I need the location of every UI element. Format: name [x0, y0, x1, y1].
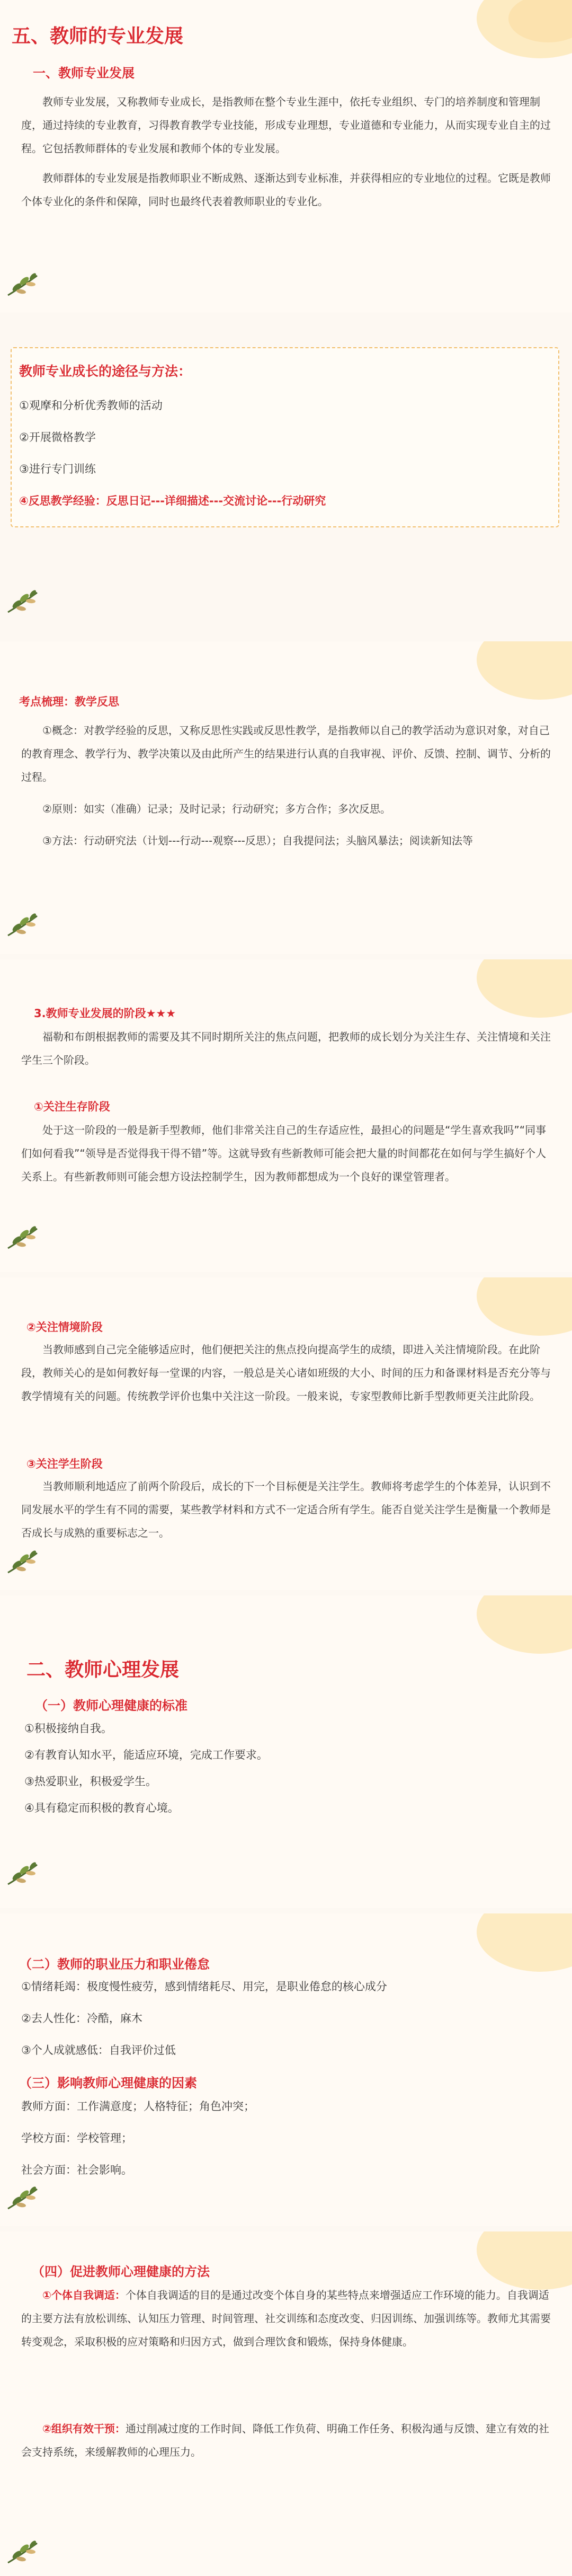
stages-intro: [21, 1025, 556, 1072]
health-standards-list: [24, 1715, 268, 1821]
leaf-icon: [5, 1224, 42, 1251]
methods-title: 教师专业成长的途径与方法：: [19, 364, 192, 379]
list-item: 教师方面：工作满意度；人格特征；角色冲突；: [21, 2100, 255, 2113]
subsection-title: （二）教师的职业压力和职业倦怠: [19, 1957, 210, 1972]
section-title: 二、教师心理发展: [26, 1659, 180, 1681]
decorative-blob: [477, 1595, 572, 1654]
panel-stages-continued: [0, 1277, 572, 1590]
list-item: ①积极接纳自我。: [24, 1722, 112, 1735]
paragraph: 教师群体的专业发展是指教师职业不断成熟、逐渐达到专业标准，并获得相应的专业地位的过程。它既是教师个体专业化的条件和保障，同时也最终代表着教师职业的专业化。: [21, 172, 551, 208]
list-item: ②去人性化：冷酷，麻木: [21, 2012, 142, 2025]
paragraph: 当教师顺利地适应了前两个阶段后，成长的下一个目标便是关注学生。教师将考虑学生的个体差异，认识到不同发展水平的学生有不同的需要，某些教学材料和方式不一定适合所有学生。能否自觉关注学生是衡量一个教师是否成长与成熟的重要标志之一。: [21, 1480, 551, 1539]
decorative-blob: [477, 1277, 572, 1336]
stages-title: 3.教师专业发展的阶段★★★: [34, 1007, 176, 1020]
paragraph: 福勒和布朗根据教师的需要及其不同时期所关注的焦点问题，把教师的成长划分为关注生存、关注情境和关注学生三个阶段。: [21, 1030, 551, 1066]
subsection-title: （四）促进教师心理健康的方法: [32, 2264, 210, 2279]
panel-stages: [0, 959, 572, 1272]
leaf-icon: [5, 588, 42, 615]
method2-block: [21, 2417, 556, 2464]
paragraph: ①概念：对教学经验的反思，又称反思性实践或反思性教学，是指教师以自己的教学活动为意识对象，对自己的教育理念、教学行为、教学决策以及由此所产生的结果进行认真的自我审视、评价、反馈、控制、调节、分析的过程。: [21, 724, 551, 783]
stage2-title: ②关注情境阶段: [26, 1321, 103, 1334]
decorative-blob: [477, 959, 572, 1018]
list-item: ③热爱职业，积极爱学生。: [24, 1775, 157, 1788]
paragraph: ③方法：行动研究法（计划---行动---观察---反思）；自我提问法；头脑风暴法；阅读新知法等: [42, 834, 473, 847]
methods-box: [11, 347, 559, 527]
leaf-icon: [5, 271, 42, 298]
leaf-icon: [5, 912, 42, 938]
list-item: ③进行专门训练: [19, 463, 96, 475]
panel-health-methods: [0, 2231, 572, 2576]
paragraph-block: [21, 90, 551, 213]
method1-title: ①个体自我调适：: [42, 2289, 126, 2301]
panel-reflection: [0, 641, 572, 954]
paragraph: 教师专业发展，又称教师专业成长，是指教师在整个专业生涯中，依托专业组织、专门的培养制度和管理制度，通过持续的专业教育，习得教育教学专业技能，形成专业理想，专业道德和专业能力，从而实现专业自主的过程。它包括教师群体的专业发展和教师个体的专业发展。: [21, 95, 551, 155]
leaf-icon: [5, 2539, 42, 2565]
factors-list: [21, 2090, 255, 2186]
section-title: 五、教师的专业发展: [12, 25, 184, 47]
list-item: ③个人成就感低：自我评价过低: [21, 2044, 176, 2057]
subsection-title: （一）教师心理健康的标准: [35, 1698, 187, 1713]
leaf-icon: [5, 1549, 42, 1575]
subsection-title: 一、教师专业发展: [33, 66, 135, 81]
stage3-block: [21, 1475, 556, 1545]
methods-list: [19, 390, 326, 517]
stage1-block: [21, 1118, 556, 1188]
list-item: ②有教育认知水平，能适应环境，完成工作要求。: [24, 1749, 268, 1761]
list-item: 社会方面：社会影响。: [21, 2164, 132, 2176]
decorative-blob: [477, 641, 572, 700]
list-item: ①情绪耗竭：极度慢性疲劳，感到情绪耗尽、用完，是职业倦怠的核心成分: [21, 1980, 387, 1993]
method1-block: [21, 2283, 556, 2353]
panel-stress-factors: [0, 1913, 572, 2226]
panel-psych-health: [0, 1595, 572, 1908]
list-item: ①观摩和分析优秀教师的活动: [19, 399, 163, 412]
panel-professional-development: [0, 0, 572, 313]
subsection-title: （三）影响教师心理健康的因素: [19, 2076, 197, 2090]
list-item: ④反思教学经验：反思日记---详细描述---交流讨论---行动研究: [19, 495, 326, 507]
paragraph: 当教师感到自己完全能够适应时，他们便把关注的焦点投向提高学生的成绩，即进入关注情境阶段。在此阶段，教师关心的是如何教好每一堂课的内容，一般总是关心诸如班级的大小、时间的压力和备课材料是否充分等与教学情境有关的问题。传统教学评价也集中关注这一阶段。一般来说，专家型教师比新手型教师更关注此阶段。: [21, 1343, 551, 1402]
stage3-title: ③关注学生阶段: [26, 1458, 103, 1470]
paragraph: ②原则：如实（准确）记录；及时记录；行动研究；多方合作；多次反思。: [42, 802, 391, 815]
decorative-blob: [477, 2231, 572, 2290]
stress-list: [21, 1971, 387, 2066]
leaf-icon: [5, 2185, 42, 2211]
list-item: 学校方面：学校管理；: [21, 2132, 132, 2145]
leaf-icon: [5, 1860, 42, 1887]
stage1-title: ①关注生存阶段: [34, 1100, 110, 1113]
method2-text: 通过削减过度的工作时间、降低工作负荷、明确工作任务、积极沟通与反馈、建立有效的社会支持系统，来缓解教师的心理压力。: [21, 2422, 549, 2458]
method1-text: 个体自我调适的目的是通过改变个体自身的某些特点来增强适应工作环境的能力。自我调适的主要方法有放松训练、认知压力管理、时间管理、社交训练和态度改变、归因训练、加强训练等。教师尤其需要转变观念，采取积极的应对策略和归因方式，做到合理饮食和锻炼，保持身体健康。: [21, 2289, 551, 2348]
list-item: ④具有稳定而积极的教育心境。: [24, 1802, 179, 1814]
paragraph: 处于这一阶段的一般是新手型教师，他们非常关注自己的生存适应性，最担心的问题是“学生喜欢我吗”“同事们如何看我”“领导是否觉得我干得不错”等。这就导致有些新教师可能会把大量的时间都花在如何与学生搞好个人关系上。有些新教师则可能会想方设法控制学生，因为教师都想成为一个良好的课堂管理者。: [21, 1124, 547, 1183]
reflection-block: [21, 719, 556, 852]
method2-title: ②组织有效干预：: [42, 2422, 126, 2435]
stage2-block: [21, 1338, 556, 1408]
reflection-title: 考点梳理：教学反思: [19, 695, 119, 708]
decorative-blob: [477, 1913, 572, 1972]
list-item: ②开展微格教学: [19, 431, 96, 444]
